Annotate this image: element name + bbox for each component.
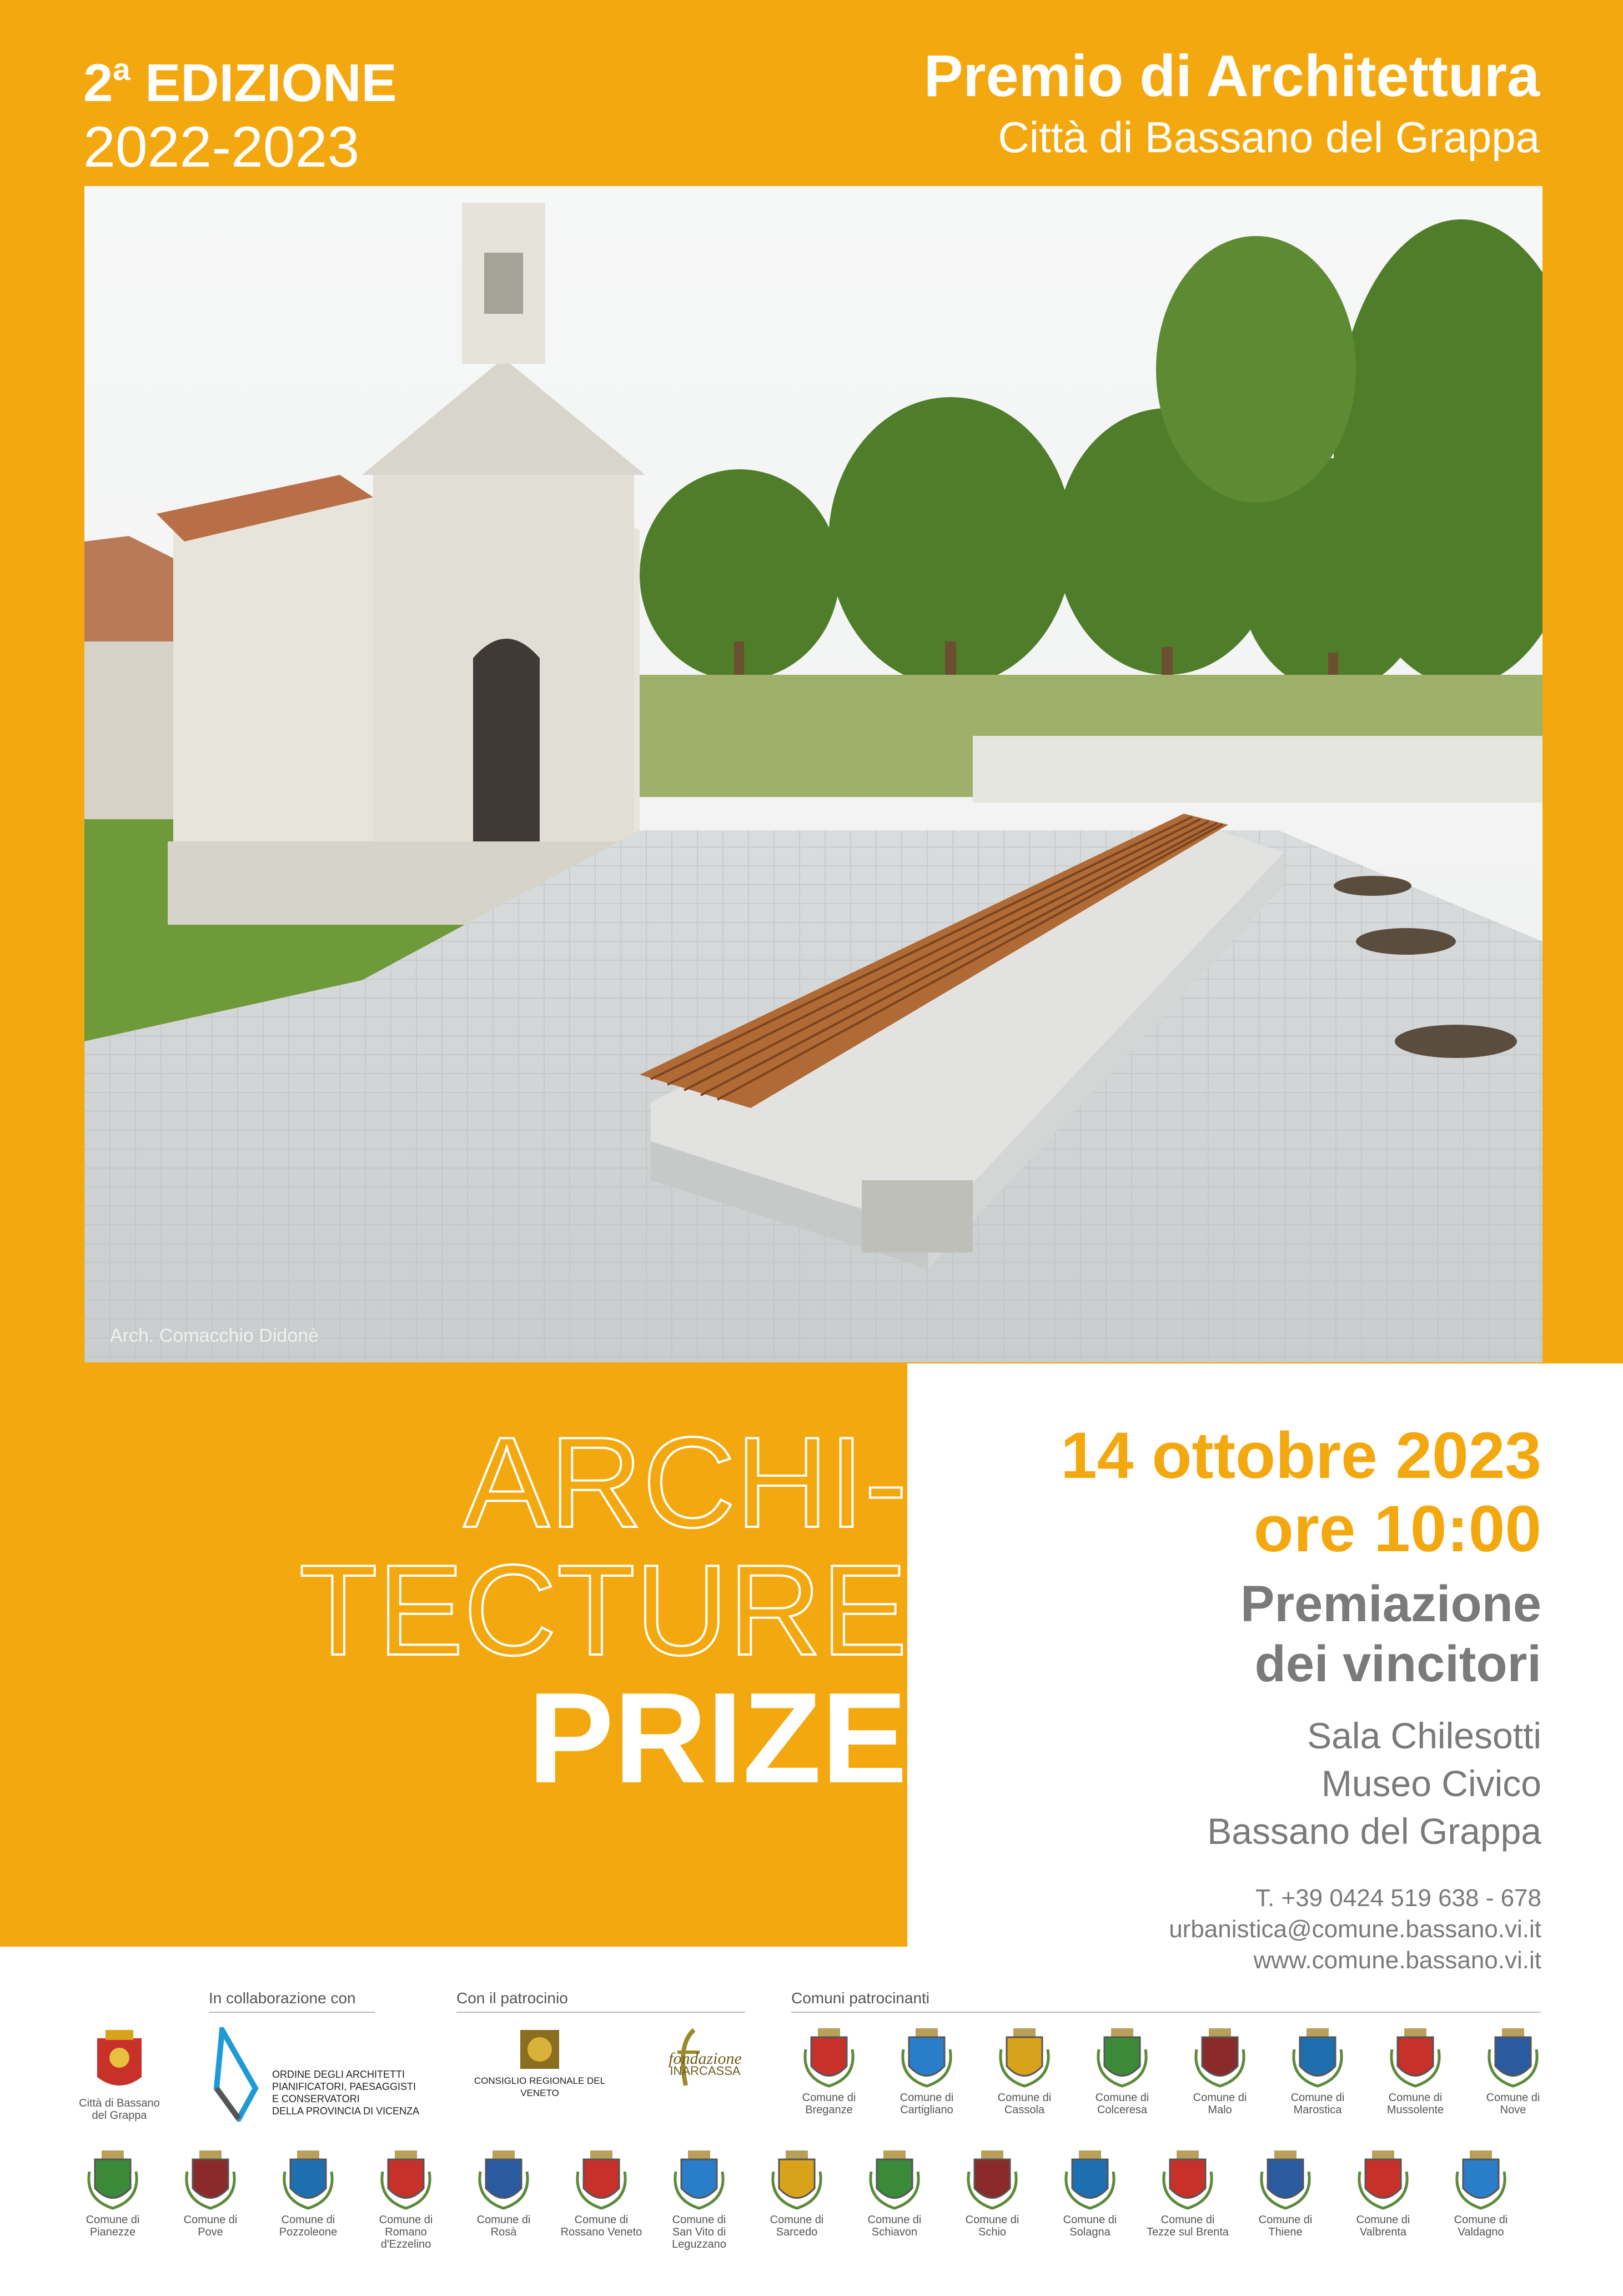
municipality-prefix: Comune di (1486, 2092, 1540, 2104)
municipal-shield-icon (801, 2027, 857, 2088)
municipality-name: Thiene (1268, 2226, 1303, 2238)
municipality-crest (163, 2149, 258, 2238)
municipal-shield-icon (280, 2149, 336, 2210)
municipality-prefix: Comune di (1388, 2092, 1443, 2104)
municipality-name: Cartigliano (900, 2104, 953, 2116)
municipal-shield-icon (1453, 2149, 1509, 2210)
municipality-name: Nove (1500, 2104, 1526, 2116)
architects-order-logo (211, 2027, 261, 2125)
municipal-shield-icon (867, 2149, 922, 2210)
municipality-prefix: Comune di (965, 2214, 1019, 2226)
municipality-crest (1368, 2027, 1463, 2116)
municipal-shield-icon (899, 2027, 954, 2088)
municipality-name: Marostica (1293, 2104, 1342, 2116)
chapel-courtyard-image (84, 186, 1542, 1362)
municipality-prefix: Comune di (476, 2214, 531, 2226)
municipality-name: Breganze (805, 2104, 853, 2116)
municipality-prefix: Comune di (1290, 2092, 1345, 2104)
municipality-prefix: Comune di (672, 2214, 726, 2226)
venue-line-1: Sala Chilesotti (1307, 1715, 1541, 1756)
municipality-prefix: Comune di (379, 2214, 433, 2226)
municipal-shield-icon (1160, 2149, 1215, 2210)
title-line-archi: ARCHI- (463, 1411, 907, 1555)
prize-subtitle: Città di Bassano del Grappa (998, 113, 1540, 162)
municipality-prefix: Comune di (802, 2092, 856, 2104)
prize-heading (924, 42, 1540, 164)
municipality-name: Pozzoleone (279, 2226, 338, 2238)
municipality-prefix: Comune di (183, 2214, 238, 2226)
municipality-name: San Vito di Leguzzano (672, 2226, 726, 2250)
municipal-shield-icon (1485, 2027, 1541, 2088)
municipal-shield-icon (1192, 2027, 1248, 2088)
venue-line-3: Bassano del Grappa (1207, 1811, 1541, 1852)
municipality-crest (750, 2149, 844, 2238)
municipality-name: Sarcedo (776, 2226, 818, 2238)
featured-photo (84, 186, 1542, 1362)
municipality-crest (1466, 2027, 1560, 2116)
municipality-name: Pove (198, 2226, 223, 2238)
municipal-shield-icon (85, 2149, 140, 2210)
municipal-shield-icon (997, 2027, 1052, 2088)
municipal-shield-icon (964, 2149, 1020, 2210)
municipality-prefix: Comune di (1095, 2092, 1149, 2104)
municipality-crest (66, 2149, 160, 2238)
municipality-crest (456, 2149, 551, 2238)
contact-website[interactable]: www.comune.bassano.vi.it (1253, 1947, 1541, 1974)
municipality-name: Mussolente (1386, 2104, 1444, 2116)
municipality-prefix: Comune di (1454, 2214, 1508, 2226)
title-line-prize: PRIZE (527, 1666, 907, 1810)
bassano-crest-icon (89, 2027, 150, 2094)
collaboration-divider (209, 2012, 375, 2013)
bassano-crest-logo: Città di Bassano del Grappa (67, 2027, 172, 2122)
title-line-tecture: TECTURE (299, 1538, 907, 1682)
regional-council-logo: CONSIGLIO REGIONALE DEL VENETO (456, 2027, 623, 2099)
municipality-name: Rosà (490, 2226, 517, 2238)
municipality-crest (945, 2149, 1039, 2238)
municipality-name: Colceresa (1097, 2104, 1148, 2116)
municipalities-label: Comuni patrocinanti (791, 1989, 930, 2007)
municipality-name: Solagna (1069, 2226, 1111, 2238)
municipality-prefix: Comune di (1356, 2214, 1410, 2226)
architects-order-icon (211, 2027, 261, 2122)
municipality-crest (554, 2149, 649, 2238)
municipality-name: Rossano Veneto (560, 2226, 642, 2238)
event-time: ore 10:00 (1253, 1492, 1541, 1566)
municipality-crest (880, 2027, 974, 2116)
municipal-shield-icon (1258, 2149, 1313, 2210)
municipality-name: Pianezze (89, 2226, 136, 2238)
municipality-name: Romano d'Ezzelino (380, 2226, 431, 2250)
municipal-shield-icon (671, 2149, 727, 2210)
event-info (1061, 1419, 1541, 1976)
contact-email[interactable]: urbanistica@comune.bassano.vi.it (1169, 1916, 1541, 1943)
municipal-shield-icon (1290, 2027, 1345, 2088)
collaboration-label: In collaborazione con (209, 1989, 356, 2007)
edition-block (83, 39, 397, 181)
municipality-prefix: Comune di (997, 2092, 1052, 2104)
municipality-name: Valbrenta (1359, 2226, 1407, 2238)
municipality-name: Valdagno (1458, 2226, 1504, 2238)
municipality-name: Tezze sul Brenta (1147, 2226, 1229, 2238)
municipality-prefix: Comune di (1160, 2214, 1215, 2226)
municipal-shield-icon (1094, 2027, 1150, 2088)
municipality-prefix: Comune di (1063, 2214, 1117, 2226)
municipality-crest (1075, 2027, 1169, 2116)
municipality-prefix: Comune di (574, 2214, 629, 2226)
municipality-crest (847, 2149, 942, 2238)
municipality-crest (1434, 2149, 1528, 2238)
municipality-crest (1043, 2149, 1137, 2238)
edition-label: 2$^a$ EDIZIONE (83, 52, 397, 113)
municipality-name: Malo (1208, 2104, 1232, 2116)
award-line-1: Premiazione (1240, 1576, 1541, 1632)
municipality-crest (1140, 2149, 1235, 2238)
inarcassa-logo: fondazione INARCASSA (627, 2027, 750, 2077)
award-line-2: dei vincitori (1254, 1636, 1541, 1692)
municipality-crest (1270, 2027, 1365, 2116)
municipal-shield-icon (574, 2149, 629, 2210)
municipal-shield-icon (378, 2149, 434, 2210)
lion-of-venice-icon (517, 2027, 562, 2072)
municipal-shield-icon (1062, 2149, 1118, 2210)
municipal-shield-icon (769, 2149, 825, 2210)
patronage-divider (456, 2012, 745, 2013)
municipality-crest (782, 2027, 876, 2116)
municipality-name: Schio (978, 2226, 1007, 2238)
venue-line-2: Museo Civico (1321, 1763, 1541, 1804)
municipal-shield-icon (183, 2149, 238, 2210)
patronage-label: Con il patrocinio (456, 1989, 568, 2007)
municipality-crest (359, 2149, 453, 2250)
municipality-crest (261, 2149, 355, 2238)
edition-years: 2022-2023 (83, 115, 360, 179)
prize-title: Premio di Architettura (923, 43, 1540, 109)
municipality-name: Cassola (1004, 2104, 1045, 2116)
municipality-crest (1238, 2149, 1333, 2238)
municipality-prefix: Comune di (867, 2214, 922, 2226)
municipality-crest (977, 2027, 1072, 2116)
municipal-shield-icon (1388, 2027, 1443, 2088)
municipality-crest (1173, 2027, 1267, 2116)
municipal-shield-icon (476, 2149, 531, 2210)
architecture-prize-title (299, 1411, 907, 1810)
municipalities-divider (791, 2012, 1541, 2013)
municipality-prefix: Comune di (1193, 2092, 1247, 2104)
municipality-crest (1336, 2149, 1430, 2238)
event-date: 14 ottobre 2023 (1061, 1419, 1541, 1492)
municipality-prefix: Comune di (86, 2214, 140, 2226)
municipality-name: Schiavon (871, 2226, 918, 2238)
contact-phone: T. +39 0424 519 638 - 678 (1255, 1884, 1541, 1912)
municipality-prefix: Comune di (770, 2214, 824, 2226)
municipality-crest (652, 2149, 746, 2250)
architects-order-text: ORDINE DEGLI ARCHITETTI PIANIFICATORI, PAESAGGISTI E CONSERVATORI DELLA PROVINCIA DI VICENZA (272, 2069, 420, 2117)
municipality-prefix: Comune di (1258, 2214, 1313, 2226)
municipality-prefix: Comune di (281, 2214, 335, 2226)
municipality-prefix: Comune di (900, 2092, 954, 2104)
municipal-shield-icon (1355, 2149, 1411, 2210)
photo-credit: Arch. Comacchio Didonè (110, 1325, 319, 1346)
